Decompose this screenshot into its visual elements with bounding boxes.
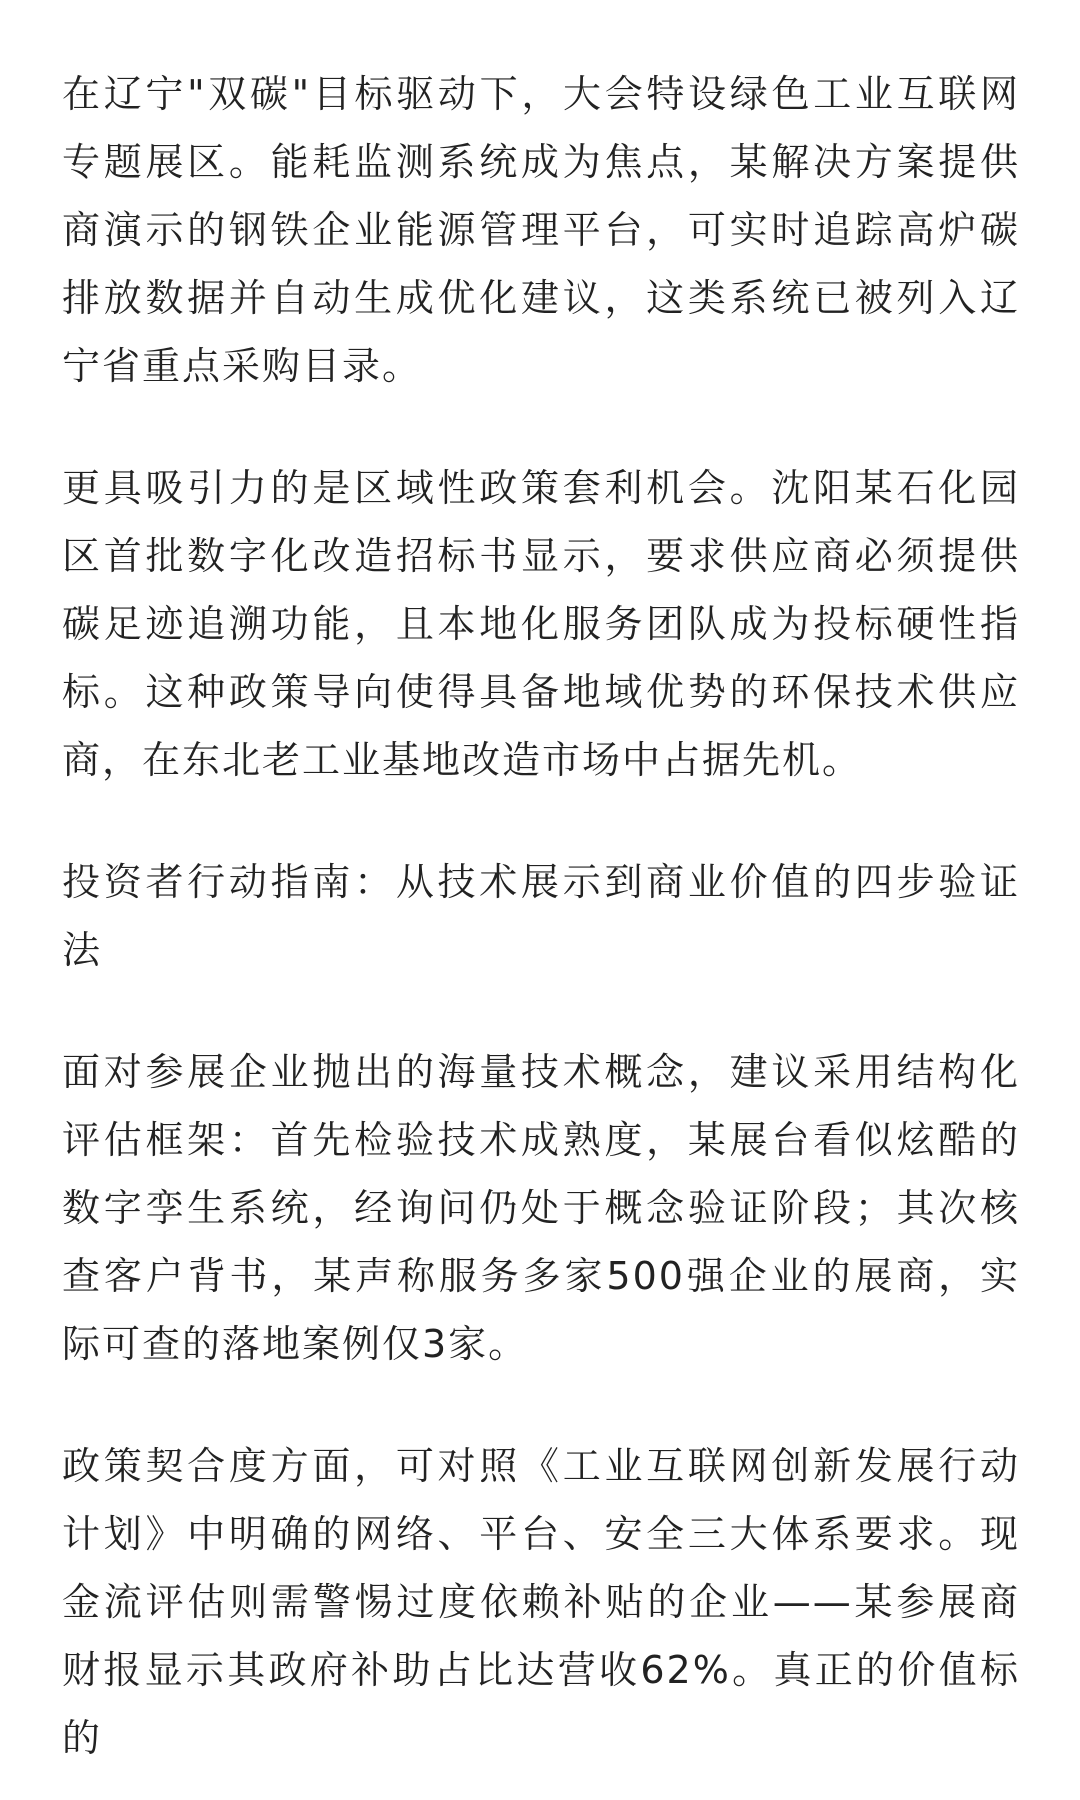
section-heading-investor-guide: 投资者行动指南：从技术展示到商业价值的四步验证法 [62, 860, 1020, 972]
paragraph-dual-carbon: 在辽宁"双碳"目标驱动下，大会特设绿色工业互联网专题展区。能耗监测系统成为焦点，某解决方案提供商演示的钢铁企业能源管理平台，可实时追踪高炉碳排放数据并自动生成优化建议，这类系统已被列入辽宁省重点采购目录。 [62, 72, 1020, 388]
paragraph-policy-arbitrage: 更具吸引力的是区域性政策套利机会。沈阳某石化园区首批数字化改造招标书显示，要求供应商必须提供碳足迹追溯功能，且本地化服务团队成为投标硬性指标。这种政策导向使得具备地域优势的环保技术供应商，在东北老工业基地改造市场中占据先机。 [62, 466, 1020, 782]
paragraph-evaluation-framework: 面对参展企业抛出的海量技术概念，建议采用结构化评估框架：首先检验技术成熟度，某展台看似炫酷的数字孪生系统，经询问仍处于概念验证阶段；其次核查客户背书，某声称服务多家500强企业的展商，实际可查的落地案例仅3家。 [62, 1050, 1020, 1366]
paragraph-policy-fit: 政策契合度方面，可对照《工业互联网创新发展行动计划》中明确的网络、平台、安全三大体系要求。现金流评估则需警惕过度依赖补贴的企业——某参展商财报显示其政府补助占比达营收62%。真正的价值标的 [62, 1444, 1020, 1760]
